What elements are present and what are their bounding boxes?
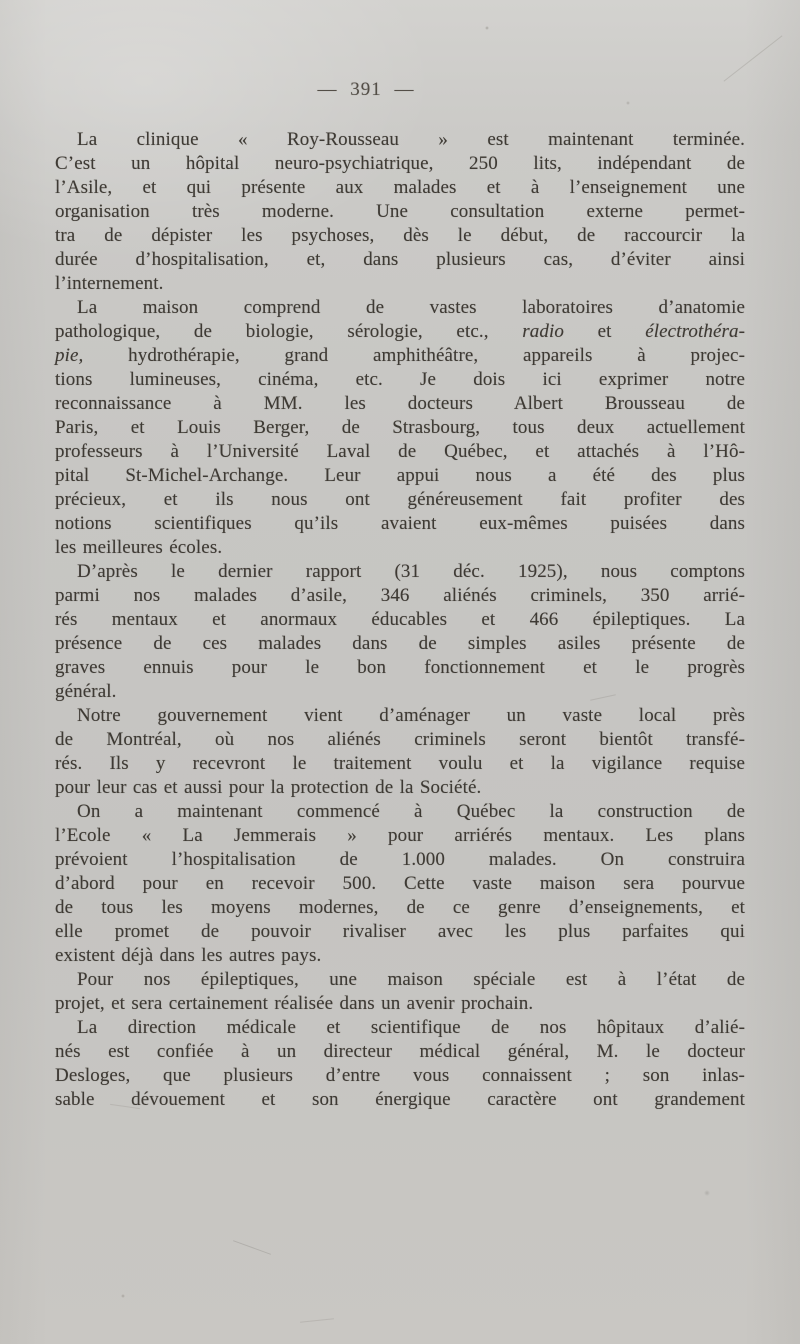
paragraph [55, 560, 745, 704]
text-segment: hydrothérapie, grand amphithéâtre, appareils à projec- [83, 345, 745, 366]
paragraph [55, 128, 745, 296]
text-line [55, 464, 745, 488]
text-segment: Desloges, que plusieurs d’entre vous connaissent ; son inlas- [55, 1065, 745, 1086]
text-line [55, 1040, 745, 1064]
text-line [55, 344, 745, 368]
text-segment: d’abord pour en recevoir 500. Cette vaste maison sera pourvue [55, 873, 745, 894]
text-line [55, 872, 745, 896]
text-segment: l’internement. [55, 273, 164, 294]
text-line [55, 800, 745, 824]
text-segment: La maison comprend de vastes laboratoires d’anatomie [77, 297, 745, 318]
page-text [55, 128, 745, 1112]
text-line [55, 608, 745, 632]
text-segment: La direction médicale et scientifique de nos hôpitaux d’alié- [77, 1017, 745, 1038]
text-segment: parmi nos malades d’asile, 346 aliénés criminels, 350 arrié- [55, 585, 745, 606]
text-segment: prévoient l’hospitalisation de 1.000 malades. On construira [55, 849, 745, 870]
text-line [55, 560, 745, 584]
paragraph [55, 1016, 745, 1112]
text-segment: précieux, et ils nous ont généreusement fait profiter des [55, 489, 745, 510]
text-line [55, 128, 745, 152]
paragraph [55, 296, 745, 560]
paper-crease-mark [724, 35, 783, 81]
italic-text: électrothéra- [645, 321, 745, 342]
text-segment: nés est confiée à un directeur médical général, M. le docteur [55, 1041, 745, 1062]
text-segment: professeurs à l’Université Laval de Québec, et attachés à l’Hô- [55, 441, 745, 462]
text-segment: tra de dépister les psychoses, dès le début, de raccourcir la [55, 225, 745, 246]
text-line [55, 728, 745, 752]
italic-text: radio [522, 321, 564, 342]
text-line [55, 488, 745, 512]
text-segment: graves ennuis pour le bon fonctionnement et le progrès [55, 657, 745, 678]
text-line [55, 320, 745, 344]
text-segment: les meilleures écoles. [55, 537, 223, 558]
paragraph [55, 704, 745, 800]
text-line [55, 1064, 745, 1088]
text-segment: Notre gouvernement vient d’aménager un vaste local près [77, 705, 745, 726]
text-segment: de Montréal, où nos aliénés criminels seront bientôt transfé- [55, 729, 745, 750]
text-segment: durée d’hospitalisation, et, dans plusieurs cas, d’éviter ainsi [55, 249, 745, 270]
text-segment: On a maintenant commencé à Québec la construction de [77, 801, 745, 822]
italic-text: pie, [55, 345, 84, 366]
text-segment: Paris, et Louis Berger, de Strasbourg, tous deux actuellement [55, 417, 745, 438]
paragraph [55, 968, 745, 1016]
text-line [55, 440, 745, 464]
text-segment: rés. Ils y recevront le traitement voulu et la vigilance requise [55, 753, 745, 774]
text-segment: Pour nos épileptiques, une maison spéciale est à l’état de [77, 969, 745, 990]
text-line [55, 920, 745, 944]
paragraph [55, 800, 745, 968]
text-line [55, 224, 745, 248]
text-segment: elle promet de pouvoir rivaliser avec les plus parfaites qui [55, 921, 745, 942]
text-line [55, 968, 745, 992]
text-line [55, 704, 745, 728]
text-line [55, 752, 745, 776]
text-line [55, 632, 745, 656]
text-line [55, 1088, 745, 1112]
text-segment: rés mentaux et anormaux éducables et 466 épileptiques. La [55, 609, 745, 630]
text-segment: l’Ecole « La Jemmerais » pour arriérés mentaux. Les plans [55, 825, 745, 846]
text-segment: et [563, 321, 646, 342]
text-line [55, 584, 745, 608]
text-line [55, 944, 745, 968]
text-segment: général. [55, 681, 117, 702]
text-segment: C’est un hôpital neuro-psychiatrique, 250 lits, indépendant de [55, 153, 745, 174]
text-line [55, 512, 745, 536]
text-segment: de tous les moyens modernes, de ce genre d’enseignements, et [55, 897, 745, 918]
text-line [55, 200, 745, 224]
text-line [55, 536, 745, 560]
text-segment: projet, et sera certainement réalisée dans un avenir prochain. [55, 993, 534, 1014]
text-segment: pathologique, de biologie, sérologie, etc., [55, 321, 523, 342]
text-segment: reconnaissance à MM. les docteurs Albert Brousseau de [55, 393, 745, 414]
text-segment: D’après le dernier rapport (31 déc. 1925), nous comptons [77, 561, 745, 582]
text-line [55, 824, 745, 848]
page-number: — 391 — [317, 79, 415, 100]
text-line [55, 176, 745, 200]
text-line [55, 656, 745, 680]
paper-fiber-mark [233, 1240, 271, 1255]
text-line [55, 416, 745, 440]
text-line [55, 896, 745, 920]
text-segment: existent déjà dans les autres pays. [55, 945, 322, 966]
text-line [55, 776, 745, 800]
text-segment: notions scientifiques qu’ils avaient eux-mêmes puisées dans [55, 513, 745, 534]
text-line [55, 1016, 745, 1040]
text-line [55, 248, 745, 272]
text-segment: organisation très moderne. Une consultation externe permet- [55, 201, 745, 222]
text-line [55, 848, 745, 872]
text-segment: sable dévouement et son énergique caractère ont grandement [55, 1089, 745, 1110]
text-line [55, 392, 745, 416]
text-line [55, 992, 745, 1016]
text-line [55, 368, 745, 392]
text-line [55, 272, 745, 296]
paper-fiber-mark [300, 1318, 334, 1323]
text-segment: La clinique « Roy-Rousseau » est maintenant terminée. [77, 129, 745, 150]
text-segment: pour leur cas et aussi pour la protection de la Société. [55, 777, 482, 798]
text-line [55, 296, 745, 320]
text-line [55, 152, 745, 176]
text-segment: tions lumineuses, cinéma, etc. Je dois ici exprimer notre [55, 369, 745, 390]
text-segment: présence de ces malades dans de simples asiles présente de [55, 633, 745, 654]
text-line [55, 680, 745, 704]
text-segment: pital St-Michel-Archange. Leur appui nous a été des plus [55, 465, 745, 486]
text-segment: l’Asile, et qui présente aux malades et à l’enseignement une [55, 177, 745, 198]
